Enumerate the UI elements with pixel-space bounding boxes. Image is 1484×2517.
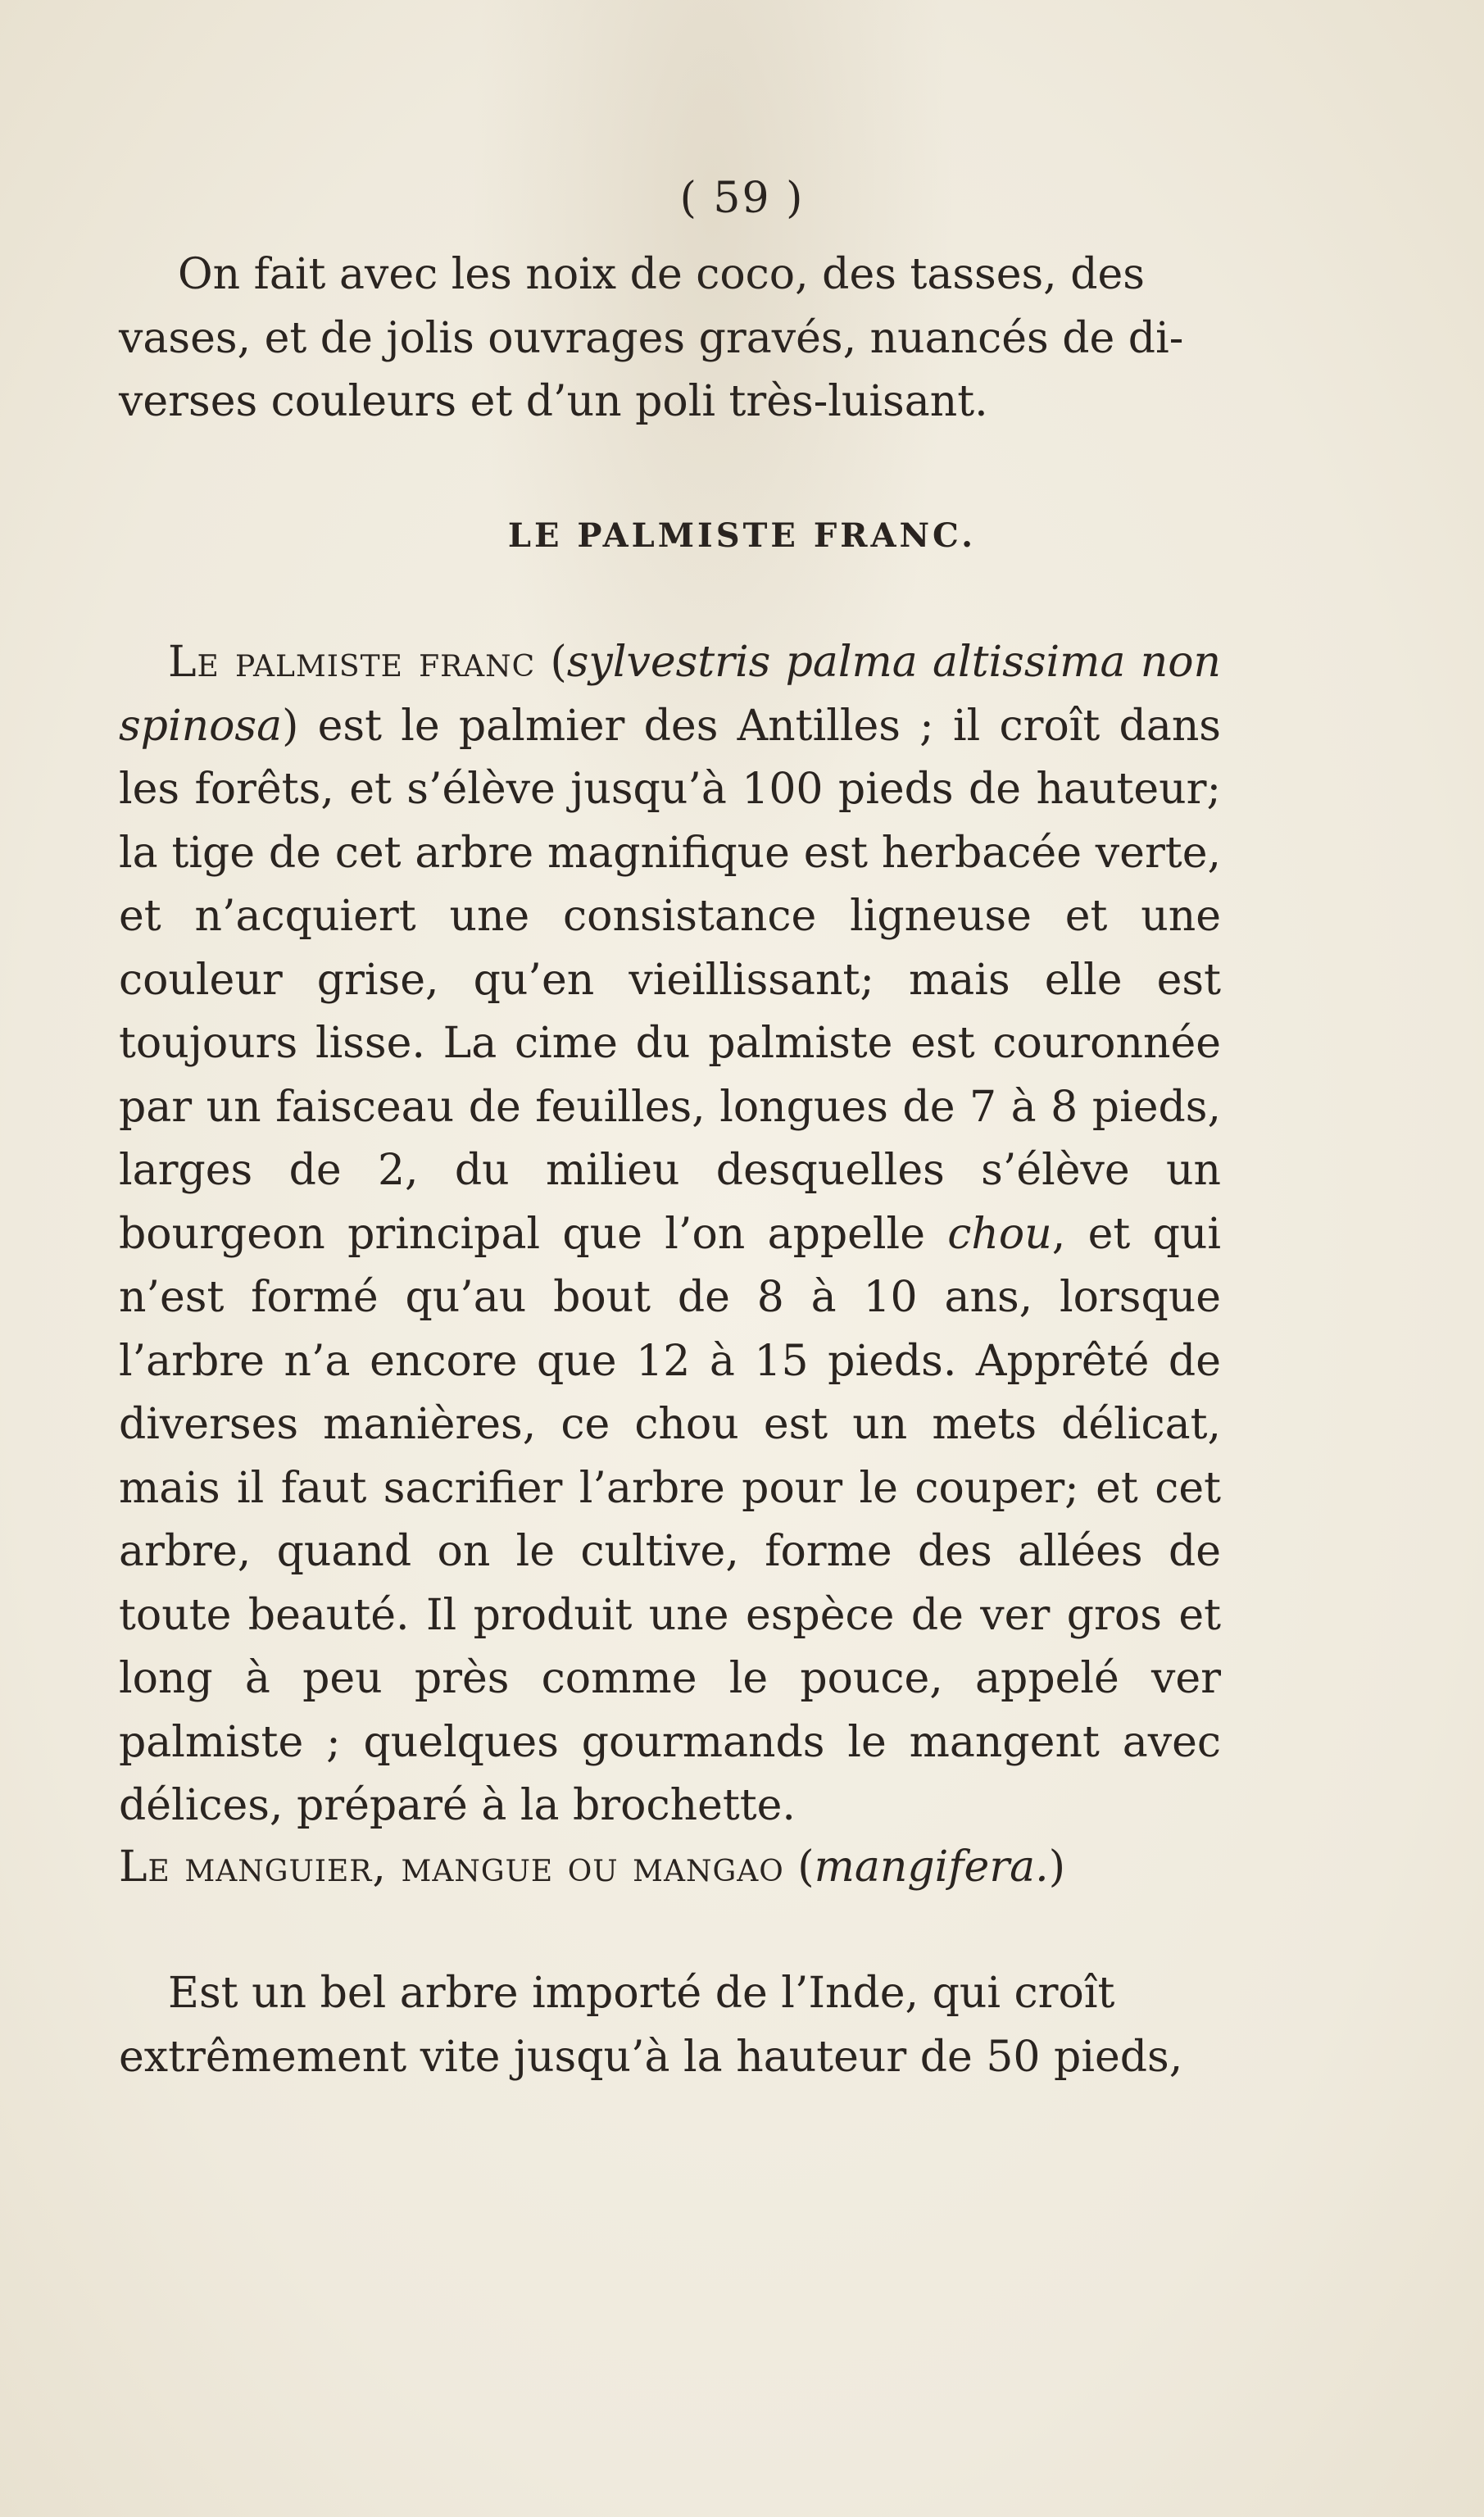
lead-smallcaps: Le palmiste franc (168, 638, 536, 687)
text-line: verses couleurs et d’un poli très-luisant. (119, 377, 988, 426)
text-line: On fait avec les noix de coco, des tasses, des (178, 250, 1145, 299)
text-line: Est un bel arbre importé de l’Inde, qui croît (168, 1969, 1115, 2018)
subheading-close: ) (1048, 1842, 1066, 1892)
subheading-smallcaps: Le manguier, mangue ou mangao (119, 1842, 784, 1892)
paragraph-palmiste (119, 631, 1221, 1838)
paragraph-coconut (119, 243, 1221, 434)
paragraph-body-rest: , et qui n’est formé qu’au bout de 8 à 10 ans, lorsque l’arbre n’a encore que 12 à 15 pieds. Apprêté de diverses manières, ce chou est un mets délicat, mais il faut sacrifier l’arbre pour le couper; et cet arbre, quand on le cultive, forme des allées de toute beauté. Il produit une espèce de ver gros et long à peu près comme le pouce, appelé ver palmiste ; quelques gourmands le mangent avec délices, préparé à la brochette. (119, 1209, 1221, 1830)
latin-name: sylvestris palma altissima non spinosa (119, 638, 1221, 751)
subheading-open: ( (783, 1842, 815, 1892)
section-heading: LE PALMISTE FRANC. (507, 516, 977, 555)
chou-word: chou (947, 1209, 1052, 1259)
subheading-latin: mangifera. (814, 1842, 1049, 1892)
paragraph-manguier (119, 1962, 1221, 2089)
subheading-manguier (119, 1836, 1221, 1900)
paragraph-body: ) est le palmier des Antilles ; il croît dans les forêts, et s’élève jusqu’à 100 pieds de hauteur; la tige de cet arbre magnifique est herbacée verte, et n’acquiert une consistance ligneuse et une couleur grise, qu’en vieillissant; mais elle est toujours lisse. La cime du palmiste est couronnée par un faisceau de feuilles, longues de 7 à 8 pieds, larges de 2, du milieu desquelles s’élève un bourgeon principal que l’on appelle (119, 701, 1221, 1259)
latin-open: ( (535, 638, 567, 687)
page-number: ( 59 ) (679, 174, 805, 223)
text-line: vases, et de jolis ouvrages gravés, nuancés de di- (119, 313, 1184, 363)
text-line: extrêmement vite jusqu’à la hauteur de 50 pieds, (119, 2032, 1183, 2082)
